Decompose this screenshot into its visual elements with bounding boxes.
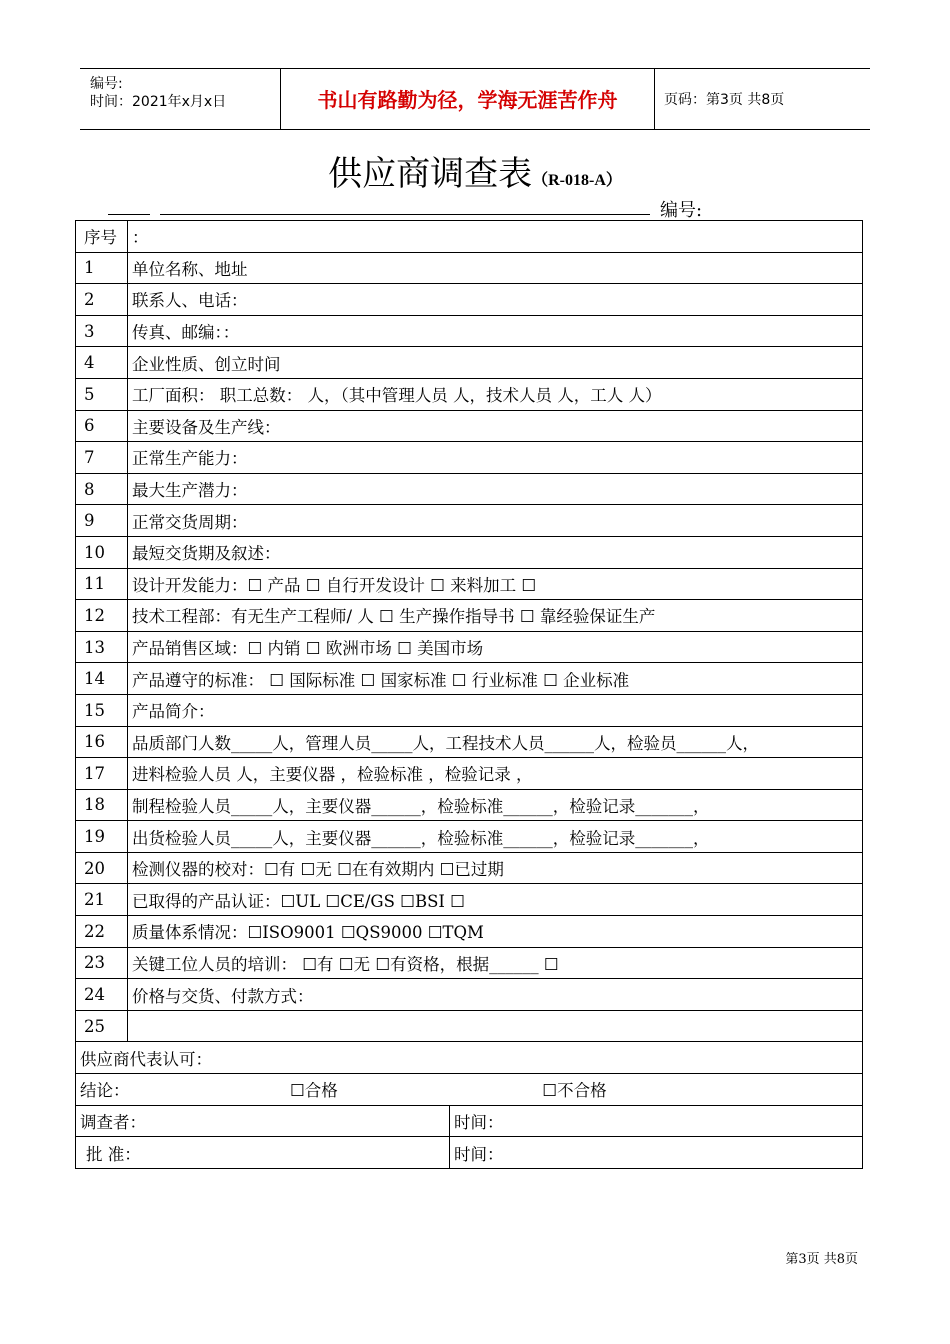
row-number: 12 <box>76 600 128 632</box>
table-row <box>76 979 863 1011</box>
row-field[interactable]: 最短交货期及叙述： <box>128 536 863 568</box>
table-row <box>76 505 863 537</box>
table-row <box>76 789 863 821</box>
row-field[interactable]: 产品遵守的标准： ☐ 国际标准 ☐ 国家标准 ☐ 行业标准 ☐ 企业标准 <box>128 663 863 695</box>
table-row <box>76 221 863 253</box>
row-number: 8 <box>76 473 128 505</box>
table-row <box>76 1042 863 1074</box>
row-number: 11 <box>76 568 128 600</box>
row-number: 21 <box>76 884 128 916</box>
approver-time[interactable]: 时间： <box>450 1137 863 1169</box>
row-field[interactable]: 关键工位人员的培训： ☐有 ☐无 ☐有资格，根据______ ☐ <box>128 947 863 979</box>
row-number: 18 <box>76 789 128 821</box>
row-number: 23 <box>76 947 128 979</box>
serial-label: 编号: <box>90 76 123 92</box>
table-row <box>76 410 863 442</box>
row-number: 24 <box>76 979 128 1011</box>
table-row <box>76 378 863 410</box>
table-row <box>76 1137 863 1169</box>
table-row <box>76 347 863 379</box>
row-number: 13 <box>76 631 128 663</box>
pass-checkbox[interactable]: ☐合格 <box>290 1081 338 1101</box>
page-header <box>80 68 870 130</box>
form-title-text: 供应商调查表 <box>328 154 533 194</box>
row-field[interactable]: 出货检验人员_____人，主要仪器______，检验标准______，检验记录_______， <box>128 821 863 853</box>
row-number: 25 <box>76 1010 128 1042</box>
time-label: 时间：2021年x月x日 <box>90 94 227 110</box>
table-row <box>76 663 863 695</box>
table-row <box>76 600 863 632</box>
table-row <box>76 758 863 790</box>
table-row <box>76 473 863 505</box>
table-row <box>76 442 863 474</box>
table-row <box>76 1010 863 1042</box>
row-field[interactable]: 制程检验人员_____人，主要仪器______，检验标准______，检验记录_______， <box>128 789 863 821</box>
row-field[interactable]: 设计开发能力：☐ 产品 ☐ 自行开发设计 ☐ 来料加工 ☐ <box>128 568 863 600</box>
table-row <box>76 315 863 347</box>
investigator-time[interactable]: 时间： <box>450 1105 863 1137</box>
row-field[interactable]: 技术工程部：有无生产工程师/ 人 ☐ 生产操作指导书 ☐ 靠经验保证生产 <box>128 600 863 632</box>
investigator-label[interactable]: 调查者： <box>76 1105 450 1137</box>
table-row <box>76 1074 863 1106</box>
row-field[interactable]: 传真、邮编：： <box>128 315 863 347</box>
row-number: 15 <box>76 694 128 726</box>
form-number-label: 编号: <box>660 200 703 221</box>
row-field[interactable]: 正常交货周期： <box>128 505 863 537</box>
row-field[interactable]: 质量体系情况：☐ISO9001 ☐QS9000 ☐TQM <box>128 916 863 948</box>
conclusion-label: 结论： <box>80 1081 130 1101</box>
col-header-num: 序号 <box>76 221 128 253</box>
row-number: 14 <box>76 663 128 695</box>
table-row <box>76 536 863 568</box>
row-field[interactable]: 已取得的产品认证：☐UL ☐CE/GS ☐BSI ☐ <box>128 884 863 916</box>
table-row <box>76 916 863 948</box>
table-row <box>76 694 863 726</box>
fail-checkbox[interactable]: ☐不合格 <box>542 1081 607 1101</box>
header-motto: 书山有路勤为径，学海无涯苦作舟 <box>281 69 655 129</box>
row-field[interactable]: 产品销售区域：☐ 内销 ☐ 欧洲市场 ☐ 美国市场 <box>128 631 863 663</box>
col-header-text: ： <box>128 221 863 253</box>
row-number: 20 <box>76 852 128 884</box>
row-field[interactable]: 进料检验人员 人，主要仪器 ，检验标准 ，检验记录 ， <box>128 758 863 790</box>
row-field[interactable]: 主要设备及生产线： <box>128 410 863 442</box>
row-field[interactable]: 企业性质、创立时间 <box>128 347 863 379</box>
row-field[interactable]: 品质部门人数_____人，管理人员_____人，工程技术人员______人，检验员______人， <box>128 726 863 758</box>
supplier-rep-label[interactable]: 供应商代表认可： <box>76 1042 863 1074</box>
row-number: 22 <box>76 916 128 948</box>
row-field[interactable]: 检测仪器的校对：☐有 ☐无 ☐在有效期内 ☐已过期 <box>128 852 863 884</box>
table-row <box>76 284 863 316</box>
table-row <box>76 631 863 663</box>
blank-line-short <box>108 214 150 215</box>
row-number: 16 <box>76 726 128 758</box>
row-field[interactable]: 价格与交货、付款方式： <box>128 979 863 1011</box>
row-number: 5 <box>76 378 128 410</box>
row-number: 10 <box>76 536 128 568</box>
conclusion-cell <box>76 1074 863 1106</box>
row-number: 2 <box>76 284 128 316</box>
page-footer: 第3页 共8页 <box>785 1252 858 1267</box>
row-number: 4 <box>76 347 128 379</box>
survey-table <box>75 220 863 1169</box>
row-number: 1 <box>76 252 128 284</box>
row-number: 3 <box>76 315 128 347</box>
row-number: 9 <box>76 505 128 537</box>
blank-line-long <box>160 214 650 215</box>
row-number: 17 <box>76 758 128 790</box>
header-meta <box>80 69 281 129</box>
row-number: 19 <box>76 821 128 853</box>
table-row <box>76 252 863 284</box>
row-field[interactable]: 联系人、电话： <box>128 284 863 316</box>
row-number: 6 <box>76 410 128 442</box>
row-field[interactable]: 产品简介： <box>128 694 863 726</box>
form-title <box>0 150 950 205</box>
table-row <box>76 884 863 916</box>
row-number: 7 <box>76 442 128 474</box>
approver-label[interactable]: 批 准： <box>76 1137 450 1169</box>
form-code: （R-018-A） <box>532 172 622 189</box>
table-row <box>76 568 863 600</box>
row-field[interactable]: 工厂面积： 职工总数： 人，（其中管理人员 人，技术人员 人，工人 人） <box>128 378 863 410</box>
row-field[interactable]: 最大生产潜力： <box>128 473 863 505</box>
row-field[interactable] <box>128 1010 863 1042</box>
table-row <box>76 1105 863 1137</box>
header-page-label: 页码：第3页 共8页 <box>664 92 785 108</box>
table-row <box>76 947 863 979</box>
table-row <box>76 821 863 853</box>
row-field[interactable]: 正常生产能力： <box>128 442 863 474</box>
row-field[interactable]: 单位名称、地址 <box>128 252 863 284</box>
table-row <box>76 852 863 884</box>
table-row <box>76 726 863 758</box>
